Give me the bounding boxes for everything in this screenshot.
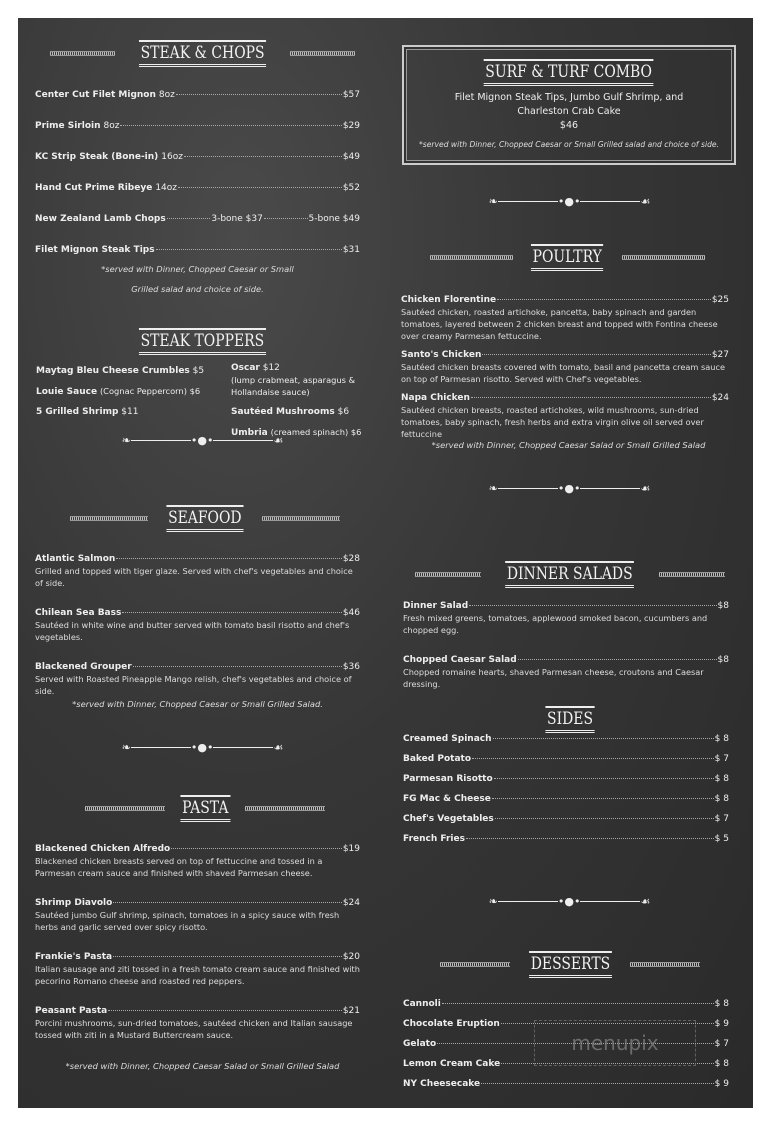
dot-leader [133, 666, 342, 667]
item-description: Italian sausage and ziti tossed in a fresh tomato cream sauce and finished with pecorino Romano cheese and roasted red peppers. [35, 964, 360, 986]
item-description: Sautéed chicken breasts, roasted artichokes, wild mushrooms, sun-dried tomatoes, baby spinach, fresh herbs and extra virgin olive oil served over fettuccine [401, 405, 704, 439]
item-name: Napa Chicken [401, 393, 470, 403]
topper-name: Oscar [231, 363, 260, 373]
item-name: Chilean Sea Bass [35, 608, 122, 618]
dot-leader [495, 818, 714, 819]
header-rule [262, 516, 340, 521]
header-rule [245, 806, 325, 811]
menu-item [403, 1078, 729, 1098]
item-price: 5-bone $49 [308, 214, 360, 224]
dot-leader [122, 612, 341, 613]
menu-item [403, 773, 729, 793]
dot-leader [518, 659, 717, 660]
item-description: Grilled and topped with tiger glaze. Served with chef's vegetables and choice of side. [35, 566, 353, 588]
item-size: 8oz [158, 90, 175, 100]
item-name: Cannoli [403, 999, 441, 1009]
item-description: Sautéed in white wine and butter served with tomato basil risotto and chef's vegetables. [35, 620, 350, 642]
item-name: Dinner Salad [403, 601, 469, 611]
topper-detail: (creamed spinach) $6 [270, 427, 362, 437]
menu-item [403, 833, 729, 853]
dot-leader [108, 1010, 342, 1011]
item-name: Hand Cut Prime Ribeye [35, 183, 153, 193]
menu-item-row [35, 151, 360, 163]
item-name: Santo's Chicken [401, 350, 482, 360]
ornament-divider-icon: ❧ •●• ☙ [488, 894, 651, 908]
menu-item-row [403, 998, 729, 1010]
ornament-divider-icon: ❧ •●• ☙ [488, 481, 651, 495]
item-price: $ 7 [714, 1039, 729, 1049]
item-price: $25 [711, 295, 729, 305]
surf-turf-line: Filet Mignon Steak Tips, Jumbo Gulf Shrimp, and [454, 92, 684, 103]
item-name: Frankie's Pasta [35, 952, 113, 962]
topper-detail: $11 [121, 407, 139, 417]
topper-item [36, 365, 226, 377]
dinner-salads-list [403, 600, 729, 690]
item-description: Porcini mushrooms, sun-dried tomatoes, sautéed chicken and Italian sausage tossed with ziti in a Mustard Buttercream sauce. [35, 1018, 353, 1040]
dot-leader [482, 354, 710, 355]
menu-item [35, 607, 360, 643]
menu-item-row [35, 843, 360, 855]
section-header-desserts [440, 951, 700, 978]
item-name: Peasant Pasta [35, 1006, 108, 1016]
dot-leader [178, 187, 342, 188]
item-name: Chef's Vegetables [403, 814, 494, 824]
item-name: Chopped Caesar Salad [403, 655, 517, 665]
item-description: Sautéed jumbo Gulf shrimp, spinach, tomatoes in a spicy sauce with fresh herbs and garlic served over spicy risotto. [35, 910, 340, 932]
item-description: Sautéed chicken, roasted artichoke, pancetta, baby spinach and garden tomatoes, layered between 2 chicken breast and topped with Fontina cheese over creamy Parmesan fettuccine. [401, 307, 718, 341]
menu-item-row [401, 349, 729, 361]
header-rule [630, 962, 700, 967]
item-name: Baked Potato [403, 754, 471, 764]
item-name: KC Strip Steak (Bone-in) [35, 152, 159, 162]
ornament-divider-icon: ❧ •●• ☙ [121, 740, 284, 754]
topper-detail: $5 [192, 366, 205, 376]
header-rule [622, 255, 705, 260]
item-price: $49 [342, 152, 360, 162]
item-name: Center Cut Filet Mignon [35, 90, 156, 100]
menu-item-row [403, 793, 729, 805]
section-title: SURF & TURF COMBO [484, 59, 654, 86]
menu-item [403, 600, 729, 636]
item-name: Filet Mignon Steak Tips [35, 245, 155, 255]
menu-item-row [35, 553, 360, 565]
item-description: Blackened chicken breasts served on top of fettuccine and tossed in a Parmesan cream sauce and finished with shaved Parmesan cheese. [35, 856, 323, 878]
section-title: STEAK TOPPERS [139, 328, 266, 355]
item-price-alt: 3-bone $37 [211, 214, 263, 224]
header-rule [430, 255, 513, 260]
poultry-note: *served with Dinner, Chopped Caesar Salad or Small Grilled Salad [431, 440, 706, 450]
item-price: $8 [717, 655, 729, 665]
menu-item [401, 294, 729, 342]
ornament-divider-icon: ❧ •●• ☙ [121, 433, 284, 447]
item-price: $ 7 [714, 814, 729, 824]
menupix-watermark [534, 1020, 696, 1066]
menu-item [35, 1005, 360, 1041]
menu-item-row [35, 244, 360, 256]
header-rule [415, 572, 481, 577]
menu-item-row [401, 392, 729, 404]
item-price: $ 8 [714, 999, 729, 1009]
steak-chops-note [35, 259, 360, 299]
item-price: $28 [342, 554, 360, 564]
item-name: Creamed Spinach [403, 734, 492, 744]
dot-leader [113, 902, 341, 903]
topper-name: Louie Sauce [36, 387, 98, 397]
surf-turf-box [402, 45, 736, 165]
menu-item [401, 349, 729, 385]
dot-leader [481, 1083, 714, 1084]
surf-turf-note: *served with Dinner, Chopped Caesar or Small Grilled salad and choice of side. [418, 140, 719, 149]
item-price: $27 [711, 350, 729, 360]
item-name: French Fries [403, 834, 465, 844]
menu-item-row [35, 1005, 360, 1017]
item-description: Sautéed chicken breasts covered with tomato, basil and pancetta cream sauce on top of Parmesan risotto. Served with Chef's vegetables. [401, 362, 725, 384]
topper-name: Umbria [231, 428, 268, 438]
item-size: 16oz [161, 152, 183, 162]
item-price: $ 9 [714, 1079, 729, 1089]
menu-item-row [403, 1078, 729, 1090]
menu-item [403, 813, 729, 833]
note-line: Grilled salad and choice of side. [131, 284, 264, 294]
section-header-poultry [430, 244, 705, 271]
dot-leader [469, 605, 716, 606]
toppers-left [36, 365, 226, 418]
dot-leader [472, 758, 714, 759]
menu-item-row [35, 213, 360, 225]
item-price: $29 [342, 121, 360, 131]
header-rule [70, 516, 148, 521]
item-price: $20 [342, 952, 360, 962]
seafood-note: *served with Dinner, Chopped Caesar or Small Grilled Salad. [72, 699, 323, 709]
menu-item-row [403, 654, 729, 666]
dot-leader [156, 249, 342, 250]
surf-turf-price: $46 [559, 120, 579, 131]
menu-item-row [35, 607, 360, 619]
section-header-dinner-salads [415, 561, 725, 588]
section-header-seafood [70, 505, 340, 532]
menu-item [403, 998, 729, 1018]
item-name: NY Cheesecake [403, 1079, 481, 1089]
poultry-list [401, 294, 729, 440]
menu-item-row [35, 182, 360, 194]
header-rule [290, 51, 355, 56]
item-price: $ 5 [714, 834, 729, 844]
item-size: 14oz [155, 183, 177, 193]
section-title: PASTA [180, 795, 230, 822]
menu-item [403, 753, 729, 773]
dot-leader [497, 299, 711, 300]
dot-leader [471, 397, 711, 398]
section-title: STEAK & CHOPS [139, 40, 266, 67]
item-price: $8 [717, 601, 729, 611]
menu-item [35, 897, 360, 933]
topper-name: Sautéed Mushrooms [231, 407, 335, 417]
ornament-divider-icon: ❧ •●• ☙ [488, 194, 651, 208]
item-price: $21 [342, 1006, 360, 1016]
item-price: $31 [342, 245, 360, 255]
steak-chops-list [35, 89, 360, 275]
menu-item-row [35, 897, 360, 909]
header-rule [440, 962, 510, 967]
dot-leader [264, 218, 308, 219]
menu-item [35, 89, 360, 120]
topper-name: 5 Grilled Shrimp [36, 407, 119, 417]
menu-item-row [35, 89, 360, 101]
topper-detail: Hollandaise sauce) [231, 387, 310, 397]
item-price: $ 8 [714, 794, 729, 804]
menu-item-row [35, 951, 360, 963]
menu-item [403, 733, 729, 753]
menu-item-row [401, 294, 729, 306]
topper-price: $12 [262, 363, 280, 373]
dot-leader [113, 956, 342, 957]
item-price: $24 [711, 393, 729, 403]
topper-detail: $6 [337, 407, 350, 417]
item-description: Chopped romaine hearts, shaved Parmesan cheese, croutons and Caesar dressing. [403, 667, 704, 689]
section-header-surf-turf [404, 59, 734, 86]
section-title: POULTRY [531, 244, 604, 271]
surf-turf-line: Charleston Crab Cake [517, 106, 621, 117]
menu-item [35, 553, 360, 589]
dot-leader [494, 778, 714, 779]
dot-leader [116, 558, 342, 559]
item-name: FG Mac & Cheese [403, 794, 491, 804]
item-price: $ 9 [714, 1019, 729, 1029]
item-description: Served with Roasted Pineapple Mango relish, chef's vegetables and choice of side. [35, 674, 352, 696]
item-price: $ 8 [714, 774, 729, 784]
note-line: *served with Dinner, Chopped Caesar or Small [101, 264, 294, 274]
dot-leader [171, 848, 342, 849]
header-rule [659, 572, 725, 577]
item-price: $52 [342, 183, 360, 193]
item-price: $57 [342, 90, 360, 100]
toppers-right [231, 362, 366, 439]
section-title: SIDES [545, 706, 594, 733]
item-name: Parmesan Risotto [403, 774, 493, 784]
seafood-list [35, 553, 360, 697]
pasta-note: *served with Dinner, Chopped Caesar Salad or Small Grilled Salad [65, 1061, 340, 1071]
item-name: Blackened Grouper [35, 662, 132, 672]
item-name: Lemon Cream Cake [403, 1059, 501, 1069]
watermark-text: menupix [571, 1031, 659, 1055]
item-size: 8oz [103, 121, 120, 131]
menu-item [35, 151, 360, 182]
header-rule [50, 51, 115, 56]
section-header-steak-toppers [50, 328, 355, 355]
topper-item [36, 406, 226, 418]
dot-leader [466, 838, 714, 839]
topper-detail: (lump crabmeat, asparagus & [231, 375, 356, 385]
menu-item-row [403, 813, 729, 825]
item-name: Chicken Florentine [401, 295, 497, 305]
item-price: $ 7 [714, 754, 729, 764]
menu-item-row [403, 600, 729, 612]
dot-leader [167, 218, 211, 219]
item-price: $36 [342, 662, 360, 672]
dot-leader [442, 1003, 714, 1004]
menu-item [35, 182, 360, 213]
topper-name: Maytag Bleu Cheese Crumbles [36, 366, 190, 376]
dot-leader [493, 738, 714, 739]
menu-item [35, 661, 360, 697]
menu-item-row [403, 733, 729, 745]
item-description: Fresh mixed greens, tomatoes, applewood smoked bacon, cucumbers and chopped egg. [403, 613, 708, 635]
dot-leader [492, 798, 714, 799]
item-name: Gelato [403, 1039, 437, 1049]
section-header-sides [520, 706, 620, 733]
item-price: $ 8 [714, 734, 729, 744]
menu-item-row [403, 773, 729, 785]
item-price: $24 [342, 898, 360, 908]
dot-leader [184, 156, 342, 157]
item-name: Prime Sirloin [35, 121, 101, 131]
section-header-steak-chops [50, 40, 355, 67]
item-name: Atlantic Salmon [35, 554, 116, 564]
item-name: Chocolate Eruption [403, 1019, 500, 1029]
section-title: DINNER SALADS [505, 561, 634, 588]
item-name: Shrimp Diavolo [35, 898, 113, 908]
item-name: Blackened Chicken Alfredo [35, 844, 171, 854]
section-title: SEAFOOD [167, 505, 244, 532]
menu-item [35, 213, 360, 244]
item-price: $46 [342, 608, 360, 618]
menu-item [403, 654, 729, 690]
dot-leader [176, 94, 342, 95]
item-name: New Zealand Lamb Chops [35, 214, 166, 224]
header-rule [85, 806, 165, 811]
menu-item-row [403, 833, 729, 845]
topper-detail: (Cognac Peppercorn) $6 [99, 386, 201, 396]
topper-item [36, 385, 226, 398]
dot-leader [120, 125, 341, 126]
pasta-list [35, 843, 360, 1041]
section-title: DESSERTS [529, 951, 612, 978]
menu-item [35, 951, 360, 987]
menu-item-row [35, 661, 360, 673]
section-header-pasta [80, 795, 330, 822]
menu-item [35, 120, 360, 151]
topper-item [231, 362, 366, 374]
menu-item-row [403, 753, 729, 765]
item-price: $ 8 [714, 1059, 729, 1069]
sides-list [403, 733, 729, 853]
menu-item [401, 392, 729, 440]
item-price: $19 [342, 844, 360, 854]
topper-item [231, 406, 366, 418]
menu-item [403, 793, 729, 813]
menu-item [35, 843, 360, 879]
menu-item-row [35, 120, 360, 132]
